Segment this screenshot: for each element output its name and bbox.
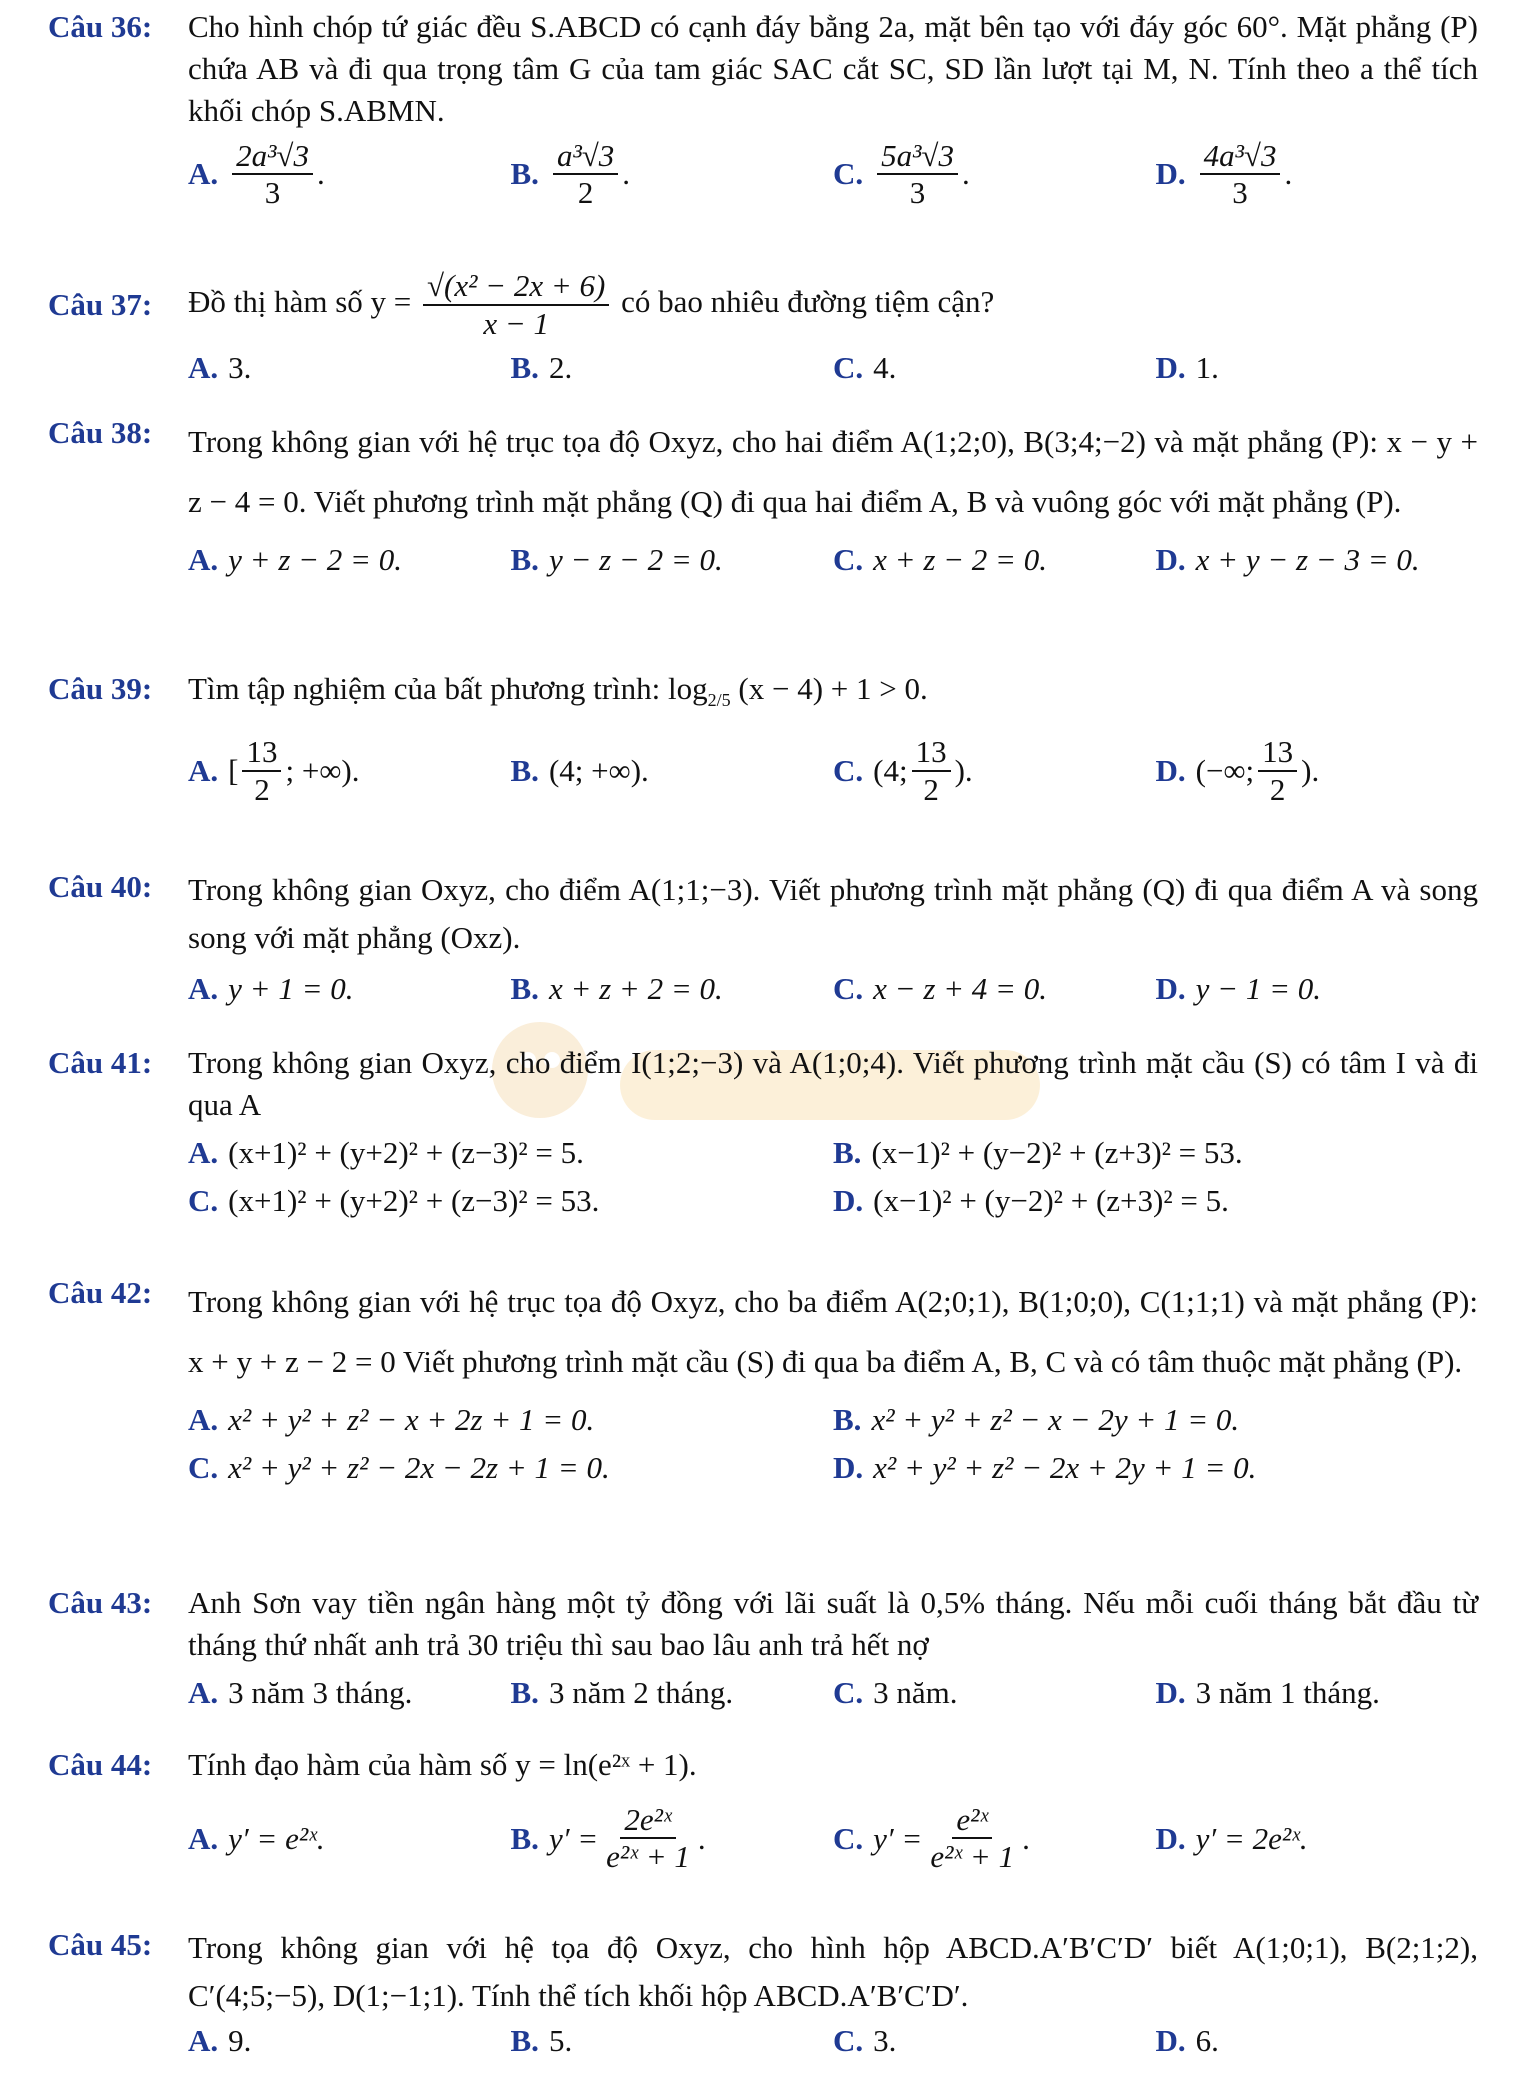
question-number: Câu 38:	[48, 415, 153, 450]
option-b[interactable]: B. 3 năm 2 tháng.	[510, 1674, 734, 1710]
option-c[interactable]: C. x − z + 4 = 0.	[833, 971, 1047, 1007]
fraction: $\frac{13}{2}$	[912, 734, 951, 807]
option-c[interactable]: C. 3.	[833, 2023, 897, 2059]
option-c[interactable]: C. y′ = $\frac{\text{e²ˣ}}{\text{e²ˣ + 1}}$ .	[833, 1801, 1030, 1875]
question-text: Trong không gian với hệ tọa độ Oxyz, cho hình hộp ABCD.A′B′C′D′ biết A(1;0;1), B(2;1;2), C′(4;5;−5), D(1;−1;1). Tính thể tích khối hộp ABCD.A′B′C′D′.	[188, 1930, 1478, 2014]
question-text: Tính đạo hàm của hàm số y = ln(e²ˣ + 1).	[188, 1747, 697, 1782]
option-c[interactable]: C. x + z − 2 = 0.	[833, 541, 1047, 577]
option-d[interactable]: D. 3 năm 1 tháng.	[1155, 1674, 1380, 1710]
options	[188, 2020, 1478, 2062]
question-number: Câu 40:	[48, 869, 153, 904]
option-b[interactable]: B. x² + y² + z² − x − 2y + 1 = 0.	[833, 1401, 1240, 1437]
option-d[interactable]: D. $\frac{\text{4a³√3}}{3}$ .	[1155, 137, 1293, 211]
option-c[interactable]: C. 3 năm.	[833, 1674, 958, 1710]
question-number: Câu 42:	[48, 1275, 153, 1310]
question-number: Câu 43:	[48, 1585, 153, 1620]
option-d[interactable]: D. x² + y² + z² − 2x + 2y + 1 = 0.	[833, 1449, 1257, 1485]
options-row-1	[188, 1399, 1478, 1441]
fraction: $\frac{\text{4a³√3}}{3}$	[1200, 138, 1281, 211]
option-d[interactable]: D. 6.	[1155, 2023, 1219, 2059]
fraction: $\frac{\text{√(x² − 2x + 6)}}{x - 1}$	[423, 268, 609, 341]
options	[188, 734, 1478, 807]
option-a[interactable]: A. y + z − 2 = 0.	[188, 541, 402, 577]
question-36	[48, 6, 1478, 211]
question-43	[48, 1582, 1478, 1714]
options	[188, 347, 1478, 389]
question-text: Tìm tập nghiệm của bất phương trình: $\log_{2/5} (x - 4) + 1 > 0$.	[188, 671, 928, 711]
options	[188, 968, 1478, 1010]
option-a[interactable]: A. [ $\frac{13}{2}$ ; +∞).	[188, 734, 360, 808]
fraction: $\frac{\text{a³√3}}{2}$	[553, 138, 618, 211]
option-b[interactable]: B. y′ = $\frac{\text{2e²ˣ}}{\text{e²ˣ + 1}}$ .	[510, 1801, 706, 1875]
option-b[interactable]: B. 2.	[510, 350, 573, 386]
option-b[interactable]: B. x + z + 2 = 0.	[510, 971, 723, 1007]
question-text: Trong không gian Oxyz, cho điểm A(1;1;−3). Viết phương trình mặt phẳng (Q) đi qua điểm A và song song với mặt phẳng (Oxz).	[188, 872, 1478, 956]
question-37	[48, 268, 1478, 389]
options	[188, 539, 1478, 581]
question-text: Trong không gian Oxyz, cho điểm I(1;2;−3) và A(1;0;4). Viết phương trình mặt cầu (S) có tâm I và đi qua A	[188, 1045, 1478, 1122]
question-41	[48, 1042, 1478, 1221]
option-b[interactable]: B. 5.	[510, 2023, 573, 2059]
fraction: $\frac{\text{e²ˣ}}{\text{e²ˣ + 1}}$	[930, 1801, 1015, 1875]
options-row-2	[188, 1447, 1478, 1489]
options	[188, 1802, 1478, 1875]
option-d[interactable]: D. y′ = 2e²ˣ.	[1155, 1820, 1308, 1856]
question-number: Câu 37:	[48, 286, 153, 322]
option-b[interactable]: B. (4; +∞).	[510, 753, 649, 789]
question-44	[48, 1744, 1478, 1875]
question-number: Câu 39:	[48, 671, 153, 706]
question-38	[48, 412, 1478, 581]
question-text: Trong không gian với hệ trục tọa độ Oxyz, cho hai điểm A(1;2;0), B(3;4;−2) và mặt phẳng (P): x − y + z − 4 = 0. Viết phương trình mặt phẳng (Q) đi qua hai điểm A, B và vuông góc với mặt phẳng (P).	[188, 424, 1478, 520]
question-42	[48, 1272, 1478, 1489]
option-a[interactable]: A. 3 năm 3 tháng.	[188, 1674, 413, 1710]
option-d[interactable]: D. y − 1 = 0.	[1155, 971, 1321, 1007]
option-a[interactable]: A. y′ = e²ˣ.	[188, 1820, 325, 1856]
question-39	[48, 668, 1478, 808]
option-a[interactable]: A. 3.	[188, 350, 252, 386]
fraction: $\frac{\text{2e²ˣ}}{\text{e²ˣ + 1}}$	[606, 1801, 690, 1875]
question-text: Anh Sơn vay tiền ngân hàng một tỷ đồng với lãi suất là 0,5% tháng. Nếu mỗi cuối tháng bắt đầu từ tháng thứ nhất anh trả 30 triệu thì sau bao lâu anh trả hết nợ	[188, 1585, 1478, 1662]
option-a[interactable]: A. $\frac{\text{2a³√3}}{3}$ .	[188, 137, 325, 211]
log-base: 2/5	[707, 690, 731, 711]
option-c[interactable]: C. x² + y² + z² − 2x − 2z + 1 = 0.	[188, 1449, 610, 1485]
question-text: Đồ thị hàm số y = $\frac{\text{√(x² − 2x + 6)}}{x - 1}$ có bao nhiêu đường tiệm cận?	[188, 268, 995, 341]
question-text: Cho hình chóp tứ giác đều S.ABCD có cạnh đáy bằng 2a, mặt bên tạo với đáy góc 60°. Mặt phẳng (P) chứa AB và đi qua trọng tâm G của tam giác SAC cắt SC, SD lần lượt tại M, N. Tính theo a thể tích khối chóp S.ABMN.	[188, 9, 1478, 128]
question-number: Câu 41:	[48, 1045, 153, 1080]
fraction: $\frac{\text{2a³√3}}{3}$	[232, 138, 313, 211]
question-number: Câu 44:	[48, 1747, 153, 1782]
question-text: Trong không gian với hệ trục tọa độ Oxyz, cho ba điểm A(2;0;1), B(1;0;0), C(1;1;1) và mặt phẳng (P): x + y + z − 2 = 0 Viết phương trình mặt cầu (S) đi qua ba điểm A, B, C và có tâm thuộc mặt phẳng (P).	[188, 1284, 1478, 1380]
option-d[interactable]: D. (x−1)² + (y−2)² + (z+3)² = 5.	[833, 1182, 1229, 1218]
option-c[interactable]: C. 4.	[833, 350, 897, 386]
option-d[interactable]: D. x + y − z − 3 = 0.	[1155, 541, 1420, 577]
question-40	[48, 866, 1478, 1010]
option-b[interactable]: B. (x−1)² + (y−2)² + (z+3)² = 53.	[833, 1134, 1243, 1170]
options-row-1	[188, 1132, 1478, 1174]
fraction: $\frac{\text{5a³√3}}{3}$	[877, 138, 958, 211]
options	[188, 138, 1478, 211]
question-number: Câu 36:	[48, 9, 153, 44]
option-b[interactable]: B. y − z − 2 = 0.	[510, 541, 723, 577]
options	[188, 1672, 1478, 1714]
option-a[interactable]: A. (x+1)² + (y+2)² + (z−3)² = 5.	[188, 1134, 584, 1170]
fraction: $\frac{13}{2}$	[1258, 734, 1297, 807]
fraction: $\frac{13}{2}$	[242, 734, 281, 807]
option-c[interactable]: C. (4; $\frac{13}{2}$ ).	[833, 734, 973, 808]
option-a[interactable]: A. y + 1 = 0.	[188, 971, 354, 1007]
question-45	[48, 1924, 1478, 2062]
option-a[interactable]: A. x² + y² + z² − x + 2z + 1 = 0.	[188, 1401, 595, 1437]
option-c[interactable]: C. (x+1)² + (y+2)² + (z−3)² = 53.	[188, 1182, 600, 1218]
option-c[interactable]: C. $\frac{\text{5a³√3}}{3}$ .	[833, 137, 970, 211]
question-number: Câu 45:	[48, 1927, 153, 1962]
options-row-2	[188, 1180, 1478, 1222]
option-d[interactable]: D. (−∞; $\frac{13}{2}$ ).	[1155, 734, 1320, 808]
option-d[interactable]: D. 1.	[1155, 350, 1219, 386]
option-b[interactable]: B. $\frac{\text{a³√3}}{2}$ .	[510, 137, 630, 211]
option-a[interactable]: A. 9.	[188, 2023, 252, 2059]
